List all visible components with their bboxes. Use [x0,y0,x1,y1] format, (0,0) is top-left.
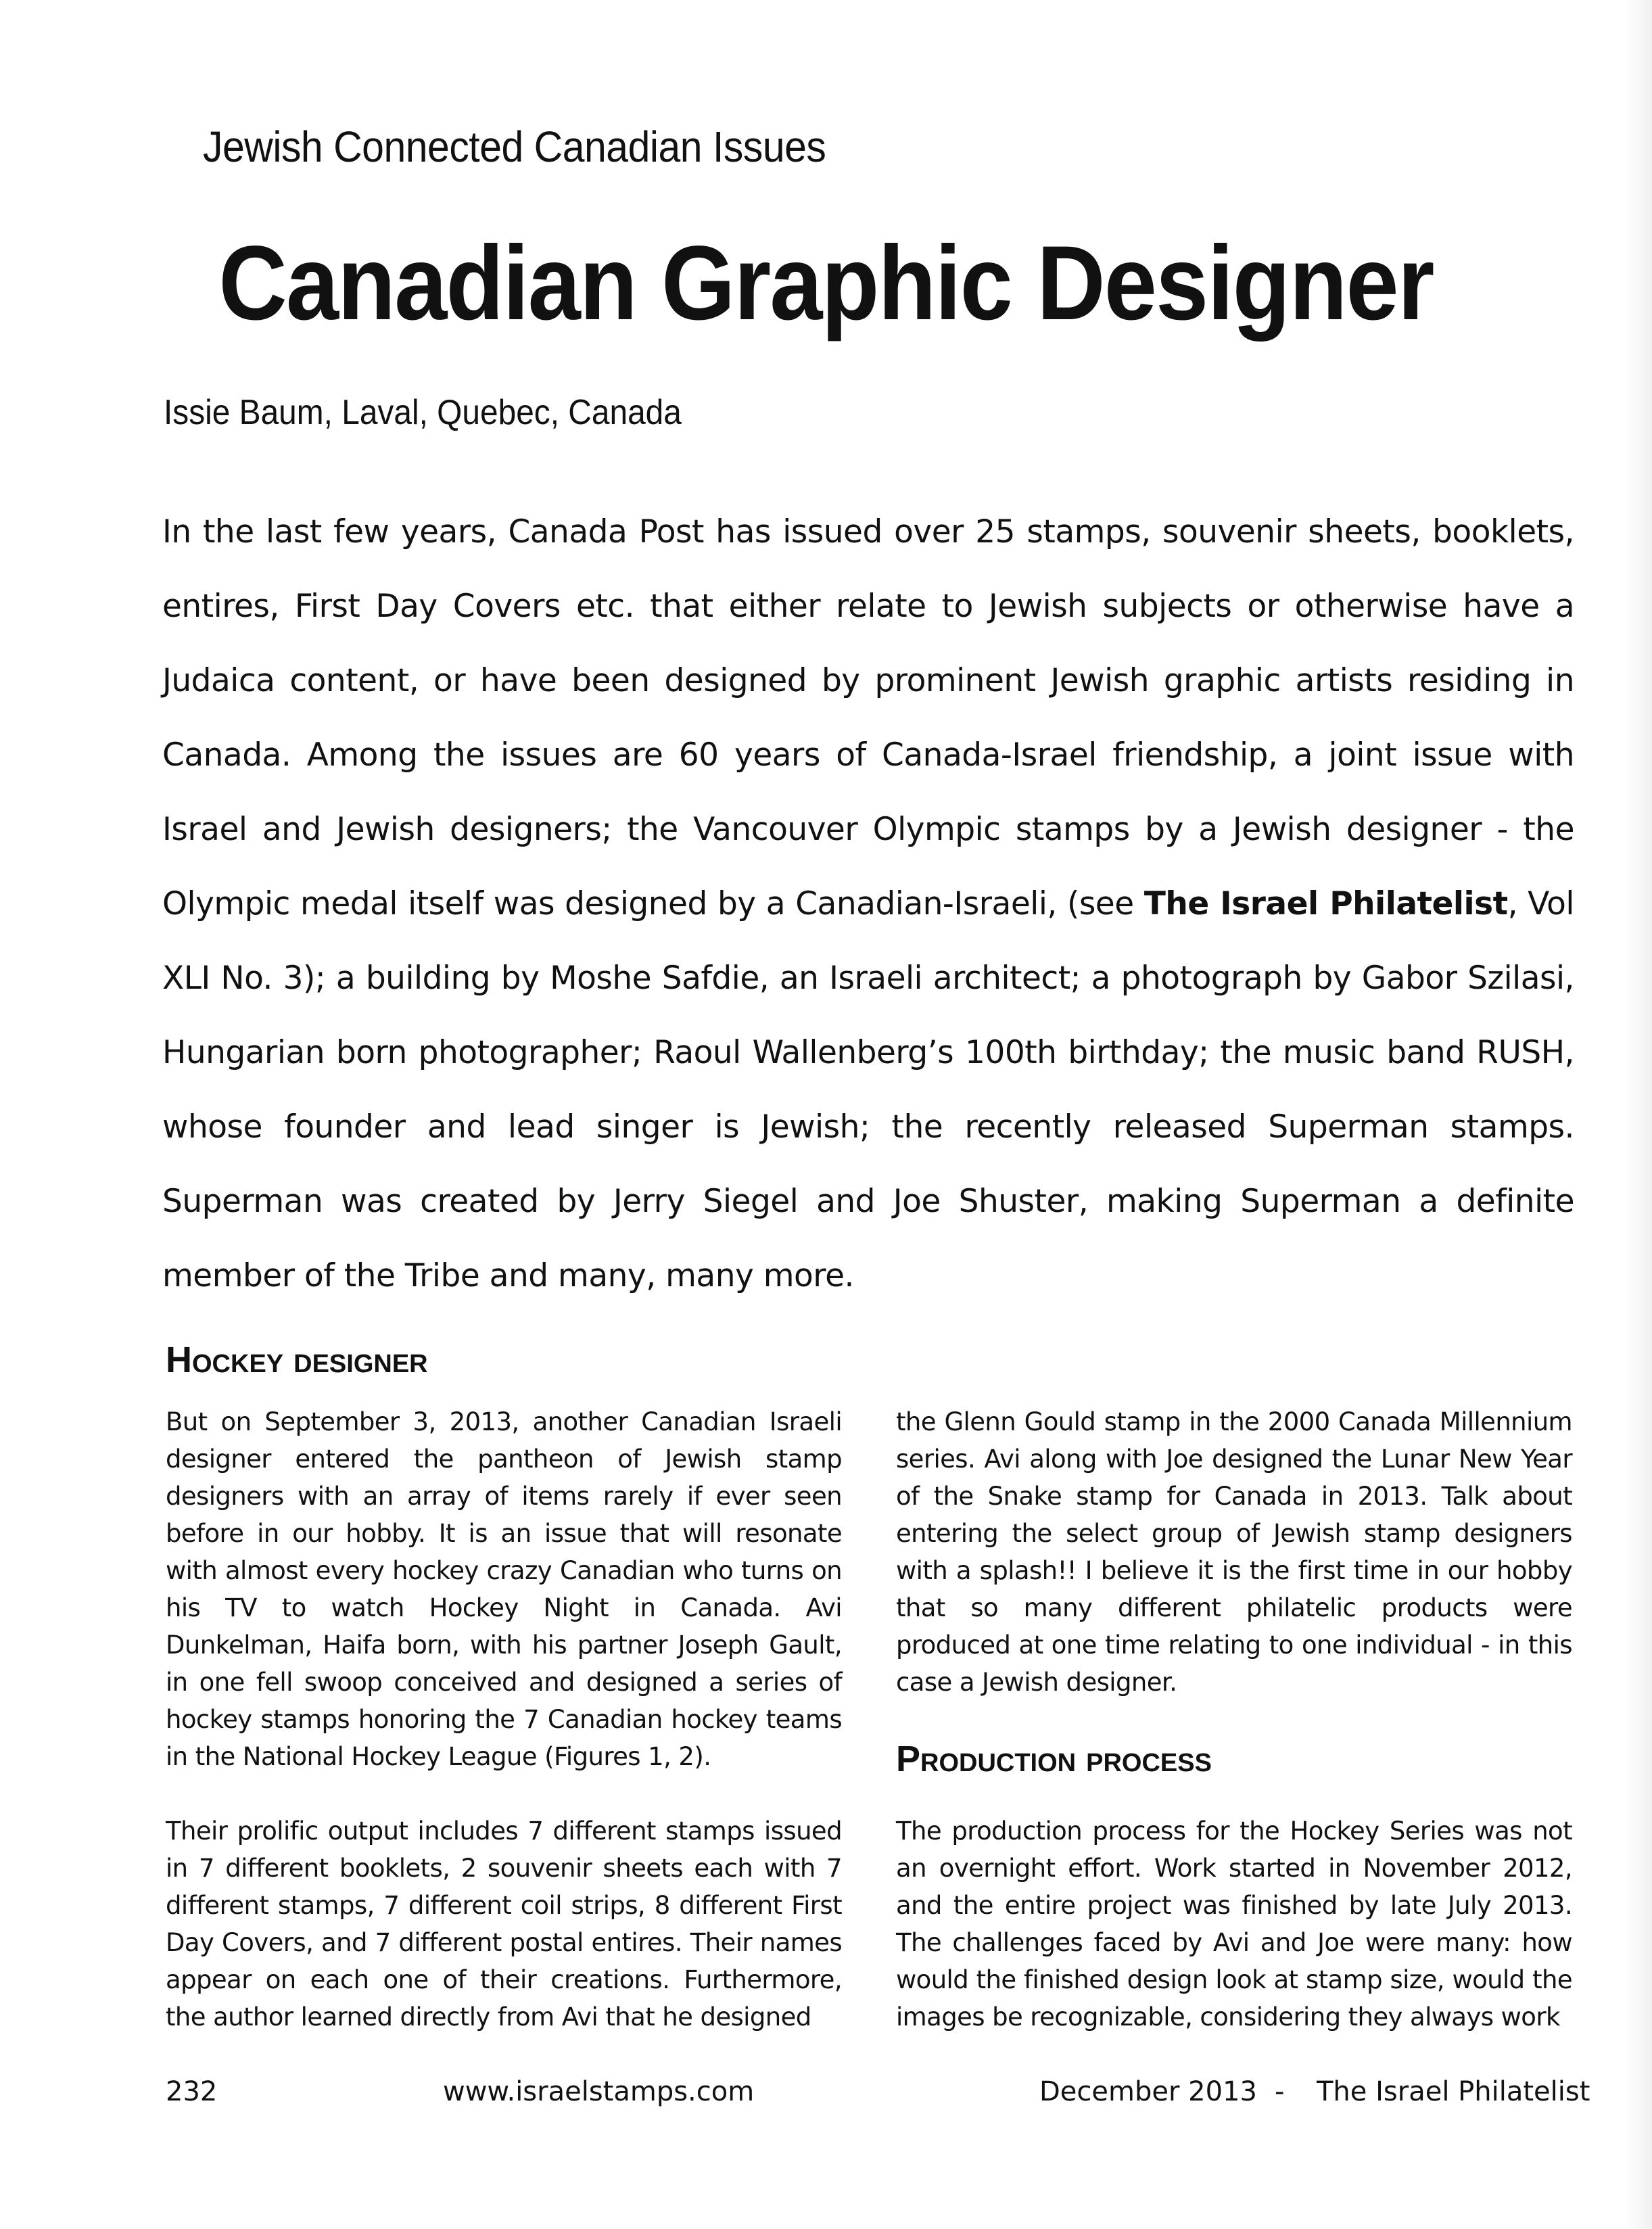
intro-text-part1: In the last few years, Canada Post has issued over 25 stamps, souvenir sheets, booklets, entires, First Day Covers etc. that either relate to Jewish subjects or otherwise have a Judaica content, or have been designed by prominent Jewish graphic artists residing in Canada. Among the issues are 60 years of Canada-Israel friendship, a joint issue with Israel and Jewish designers; the Vancouver Olympic stamps by a Jewish designer - the Olympic medal itself was designed by a Canadian-Israeli, (see [162,513,1574,922]
right-column-bottom [896,1812,1572,2036]
hockey-designer-heading: Hockey designer [166,1340,428,1380]
intro-text-part2: , Vol XLI No. 3); a building by Moshe Safdie, an Israeli architect; a photograph by Gabor Szilasi, Hungarian born photographer; Raoul Wallenberg’s 100th birthday; the music band RUSH, whose founder and lead singer is Jewish; the recently released Superman stamps. Superman was created by Jerry Siegel and Joe Shuster, making Superman a definite member of the Tribe and many, many more. [162,885,1574,1294]
page-edge-shadow [1625,0,1652,2229]
article-title: Canadian Graphic Designer [218,225,1434,342]
page-number: 232 [166,2076,218,2107]
production-process-heading: Production process [896,1739,1212,1779]
right-column-top [896,1403,1572,1701]
intro-paragraph [162,495,1574,1313]
journal-name: The Israel Philatelist [1143,885,1508,922]
footer-publication: The Israel Philatelist [1317,2076,1590,2107]
author-byline: Issie Baum, Laval, Quebec, Canada [164,393,682,432]
hockey-paragraph-2: Their prolific output includes 7 different stamps issued in 7 different booklets, 2 souvenir sheets each with 7 different stamps, 7 different coil strips, 8 different First Day Covers, and 7 different postal entires. Their names appear on each one of their creations. Furthermore, the author learned directly from Avi that he designed [166,1816,842,2032]
footer-separator: - [1275,2076,1285,2107]
footer-date: December 2013 [1039,2076,1257,2107]
hockey-paragraph-1: But on September 3, 2013, another Canadian Israeli designer entered the pantheon of Jewish stamp designers with an array of items rarely if ever seen before in our hobby. It is an issue that will resonate with almost every hockey crazy Canadian who turns on his TV to watch Hockey Night in Canada. Avi Dunkelman, Haifa born, with his partner Joseph Gault, in one fell swoop conceived and designed a series of hockey stamps honoring the 7 Canadian hockey teams in the National Hockey League (Figures 1, 2). [166,1407,842,1771]
left-column [166,1403,842,2036]
series-kicker: Jewish Connected Canadian Issues [203,122,826,171]
hockey-paragraph-3: the Glenn Gould stamp in the 2000 Canada Millennium series. Avi along with Joe designed the Lunar New Year of the Snake stamp for Canada in 2013. Talk about entering the select group of Jewish stamp designers with a splash!! I believe it is the first time in our hobby that so many different philatelic products were produced at one time relating to one individual - in this case a Jewish designer. [896,1407,1572,1697]
production-paragraph-1: The production process for the Hockey Series was not an overnight effort. Work started in November 2012, and the entire project was finished by late July 2013. The challenges faced by Avi and Joe were many: how would the finished design look at stamp size, would the images be recognizable, considering they always work [896,1816,1572,2032]
footer-website: www.israelstamps.com [443,2076,755,2107]
